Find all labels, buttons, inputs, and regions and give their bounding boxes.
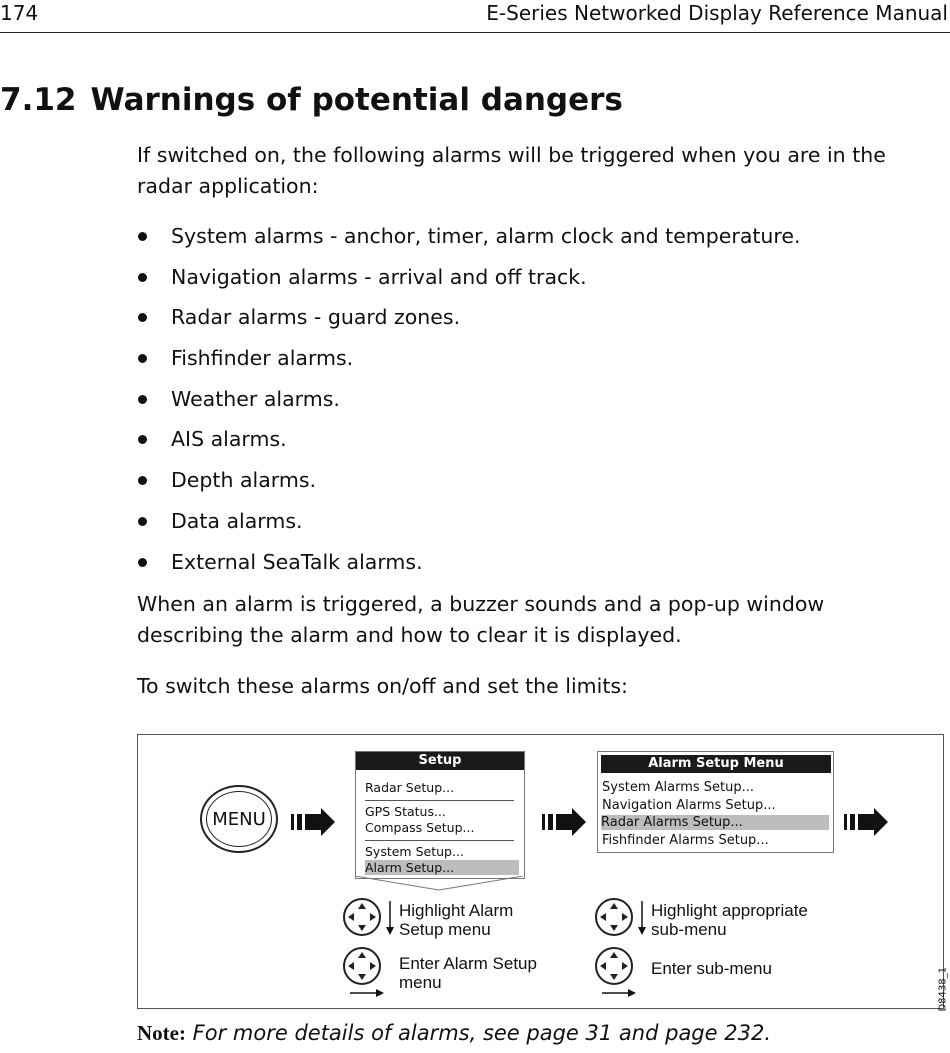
caption-enter-alarm: Enter Alarm Setup menu bbox=[399, 954, 537, 992]
bullet-icon bbox=[138, 313, 147, 322]
section-heading bbox=[0, 82, 623, 118]
popup-paragraph: When an alarm is triggered, a buzzer sounds and a pop-up window describing the alarm and how to clear it is displayed. bbox=[137, 592, 825, 647]
list-item: Data alarms. bbox=[137, 505, 801, 546]
note-label: Note: bbox=[137, 1021, 186, 1045]
manual-title: E-Series Networked Display Reference Manual bbox=[486, 1, 948, 25]
menu-pointer-icon bbox=[355, 876, 523, 892]
bullet-icon bbox=[138, 232, 147, 241]
page-header bbox=[0, 0, 950, 33]
trackpad-down-icon bbox=[594, 897, 654, 939]
menu-item: Radar Setup... bbox=[365, 780, 455, 795]
list-item: External SeaTalk alarms. bbox=[137, 546, 801, 587]
menu-item: GPS Status... bbox=[365, 804, 446, 819]
setup-menu bbox=[355, 751, 525, 879]
menu-item: System Setup... bbox=[365, 844, 464, 859]
bullet-icon bbox=[138, 395, 147, 404]
bullet-icon bbox=[138, 517, 147, 526]
next-arrow-icon bbox=[291, 808, 337, 836]
menu-button-icon: MENU bbox=[200, 785, 278, 853]
caption-highlight-sub: Highlight appropriate sub-menu bbox=[651, 901, 808, 939]
setup-menu-title: Setup bbox=[356, 752, 524, 770]
section-number: 7.12 bbox=[0, 82, 77, 118]
list-item: Depth alarms. bbox=[137, 464, 801, 505]
caption-enter-sub: Enter sub-menu bbox=[651, 959, 772, 978]
bullet-icon bbox=[138, 558, 147, 567]
next-arrow-icon bbox=[844, 808, 890, 836]
alarm-list bbox=[137, 220, 801, 586]
figure-id: D8438_1 bbox=[938, 967, 949, 1012]
page-number: 174 bbox=[0, 1, 39, 25]
bullet-icon bbox=[138, 273, 147, 282]
list-item: Fishfinder alarms. bbox=[137, 342, 801, 383]
menu-item-highlighted: Radar Alarms Setup... bbox=[601, 815, 829, 830]
procedure-figure bbox=[137, 734, 949, 1012]
bullet-icon bbox=[138, 354, 147, 363]
list-item: Weather alarms. bbox=[137, 383, 801, 424]
menu-item: Navigation Alarms Setup... bbox=[602, 798, 776, 813]
note-text: For more details of alarms, see page 31 and page 232. bbox=[192, 1021, 771, 1045]
next-arrow-icon bbox=[542, 808, 588, 836]
trackpad-right-icon bbox=[342, 946, 387, 998]
switch-paragraph: To switch these alarms on/off and set the limits: bbox=[137, 674, 628, 698]
list-item: AIS alarms. bbox=[137, 423, 801, 464]
bullet-icon bbox=[138, 435, 147, 444]
bullet-icon bbox=[138, 476, 147, 485]
caption-highlight-alarm: Highlight Alarm Setup menu bbox=[399, 901, 514, 939]
section-title: Warnings of potential dangers bbox=[90, 82, 623, 118]
alarm-menu-title: Alarm Setup Menu bbox=[601, 755, 831, 773]
note bbox=[137, 1021, 771, 1046]
menu-divider bbox=[365, 840, 514, 841]
trackpad-right-icon bbox=[594, 946, 639, 998]
intro-paragraph: If switched on, the following alarms will be triggered when you are in the radar application: bbox=[137, 143, 886, 198]
list-item: Navigation alarms - arrival and off track. bbox=[137, 261, 801, 302]
list-item: System alarms - anchor, timer, alarm clock and temperature. bbox=[137, 220, 801, 261]
trackpad-down-icon bbox=[342, 897, 402, 939]
list-item: Radar alarms - guard zones. bbox=[137, 301, 801, 342]
menu-item-highlighted: Alarm Setup... bbox=[365, 860, 519, 875]
menu-divider bbox=[365, 800, 514, 801]
menu-item: Compass Setup... bbox=[365, 820, 475, 835]
menu-item: Fishfinder Alarms Setup... bbox=[602, 833, 769, 848]
alarm-setup-menu bbox=[597, 751, 834, 853]
menu-item: System Alarms Setup... bbox=[602, 780, 755, 795]
